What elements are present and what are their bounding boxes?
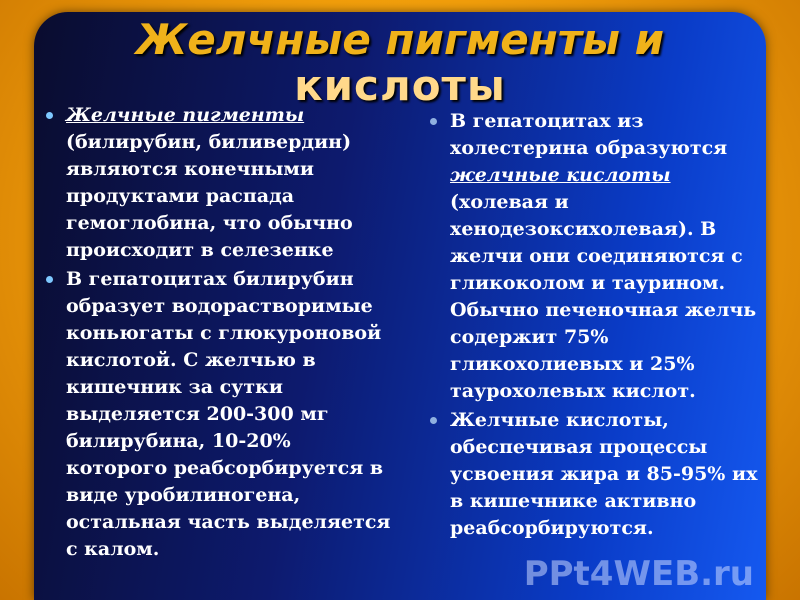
right-column <box>430 108 764 544</box>
left-column <box>46 102 396 565</box>
right-bullet-2 <box>430 407 764 542</box>
bullet-dot-icon <box>46 112 53 119</box>
bullet-dot-icon <box>46 276 53 283</box>
left-bullet-2-text: В гепатоцитах билирубин образует водорастворимые коньюгаты с глюкуроновой кислотой. С желчью в кишечник за сутки выделяется 200-300 мг билирубина, 10-20% которого реабсорбируется в виде уробилиногена, остальная часть выделяется с калом. <box>66 268 391 560</box>
right-bullet-1-before: В гепатоцитах из холестерина образуются <box>450 110 728 159</box>
bile-acids-term: желчные кислоты <box>450 164 671 186</box>
left-bullet-1 <box>46 102 396 264</box>
left-bullet-1-text: (билирубин, биливердин) являются конечными продуктами распада гемоглобина, что обычно происходит в селезенке <box>66 131 353 261</box>
bullet-dot-icon <box>430 417 437 424</box>
slide <box>34 12 766 600</box>
right-bullet-1-after: (холевая и хенодезоксихолевая). В желчи они соединяются с гликоколом и таурином. Обычно печеночная желчь содержит 75% гликохолиевых и 25% таурохолевых кислот. <box>450 191 757 402</box>
watermark: PPt4WEB.ru <box>523 554 754 594</box>
left-bullet-2 <box>46 266 396 563</box>
right-bullet-1 <box>430 108 764 405</box>
slide-title-line2: кислоты <box>294 61 506 110</box>
slide-title-line1: Желчные пигменты и <box>135 15 665 64</box>
bile-pigments-term: Желчные пигменты <box>66 104 305 126</box>
bullet-dot-icon <box>430 118 437 125</box>
right-bullet-2-text: Желчные кислоты, обеспечивая процессы усвоения жира и 85-95% их в кишечнике активно реабсорбируются. <box>450 409 758 539</box>
